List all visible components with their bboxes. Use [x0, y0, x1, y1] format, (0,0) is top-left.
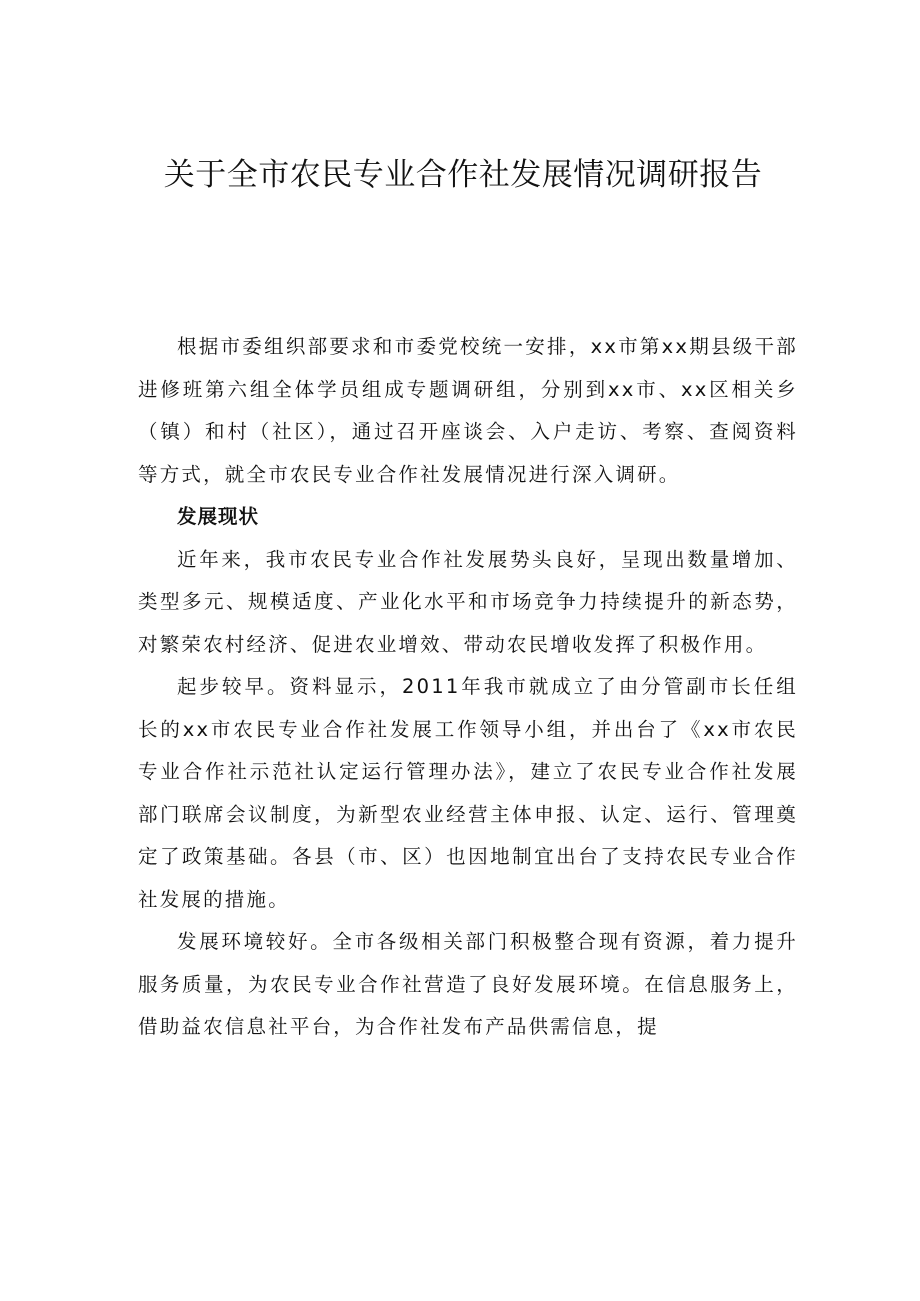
environment-paragraph: 发展环境较好。全市各级相关部门积极整合现有资源，着力提升服务质量，为农民专业合作社营造了良好发展环境。在信息服务上，借助益农信息社平台，为合作社发布产品供需信息，提: [138, 930, 798, 1038]
section-heading: 发展现状: [177, 505, 260, 528]
intro-paragraph: 根据市委组织部要求和市委党校统一安排，xx市第xx期县级干部进修班第六组全体学员组成专题调研组，分别到xx市、xx区相关乡（镇）和村（社区），通过召开座谈会、入户走访、考察、查阅资料等方式，就全市农民专业合作社发展情况进行深入调研。: [138, 335, 798, 486]
early-start-paragraph: 起步较早。资料显示，2011年我市就成立了由分管副市长任组长的xx市农民专业合作社发展工作领导小组，并出台了《xx市农民专业合作社示范社认定运行管理办法》，建立了农民专业合作社发展部门联席会议制度，为新型农业经营主体申报、认定、运行、管理奠定了政策基础。各县（市、区）也因地制宜出台了支持农民专业合作社发展的措施。: [138, 675, 798, 911]
status-paragraph: 近年来，我市农民专业合作社发展势头良好，呈现出数量增加、类型多元、规模适度、产业化水平和市场竞争力持续提升的新态势，对繁荣农村经济、促进农业增效、带动农民增收发挥了积极作用。: [138, 547, 798, 656]
document-body: [138, 326, 798, 1049]
document-title: 关于全市农民专业合作社发展情况调研报告: [163, 157, 763, 193]
